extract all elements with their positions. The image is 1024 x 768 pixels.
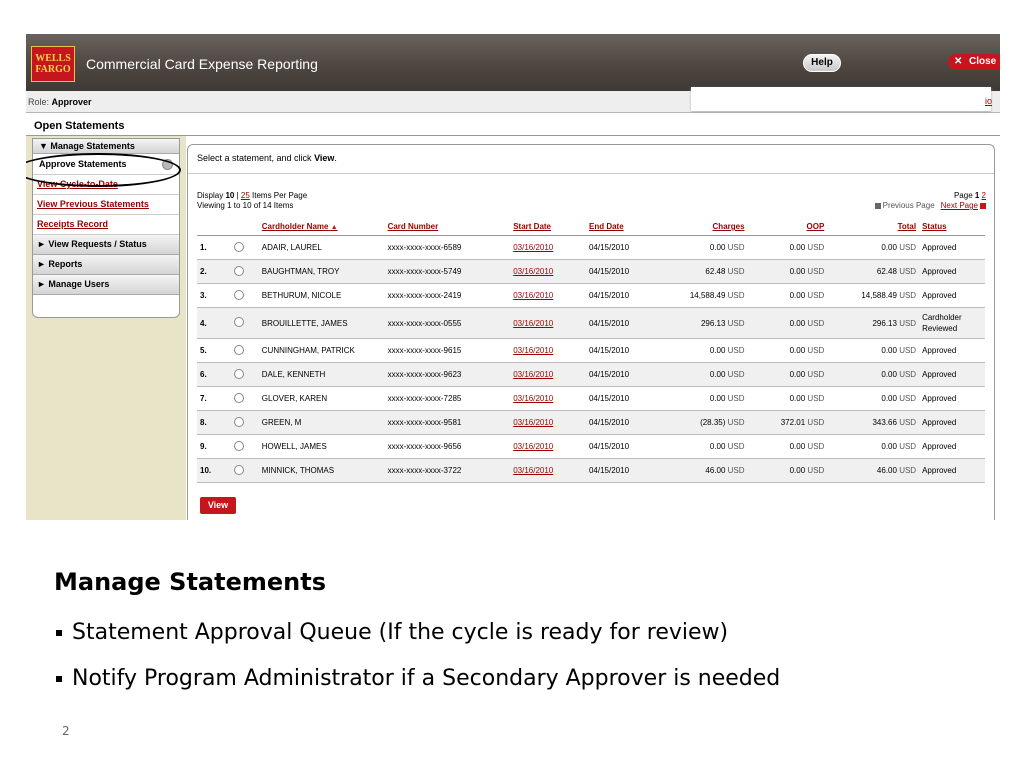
card-number: xxxx-xxxx-xxxx-3722 [385,459,511,483]
currency-label: USD [807,267,825,276]
total [827,387,919,411]
table-row[interactable] [197,411,985,435]
currency-label: USD [899,318,917,328]
total-value: 343.66 [872,418,897,427]
logo-line-2: FARGO [35,64,71,75]
sidebar-link-view-previous-statements[interactable]: View Previous Statements [33,195,179,215]
x-icon: ✕ [954,56,963,67]
end-date: 04/15/2010 [586,387,662,411]
status: Approved [919,387,985,411]
oop [748,387,828,411]
charges [662,308,748,339]
cardholder-name: MINNICK, THOMAS [259,459,385,483]
start-date-link[interactable]: 03/16/2010 [513,291,554,300]
total [827,284,919,308]
row-select-radio[interactable] [231,236,259,260]
oop [748,459,828,483]
charges-value: 46.00 [705,466,726,475]
card-number: xxxx-xxxx-xxxx-0555 [385,308,511,339]
end-date: 04/15/2010 [586,308,662,339]
start-date-link[interactable]: 03/16/2010 [513,318,554,328]
row-select-radio[interactable] [231,387,259,411]
currency-label: USD [727,418,745,427]
table-row[interactable] [197,459,985,483]
total-value: 0.00 [881,442,897,451]
card-number: xxxx-xxxx-xxxx-9581 [385,411,511,435]
charges-value: 0.00 [709,370,726,379]
start-date-link[interactable]: 03/16/2010 [513,346,554,355]
status: Approved [919,435,985,459]
row-select-radio[interactable] [231,411,259,435]
status: Approved [919,459,985,483]
card-number: xxxx-xxxx-xxxx-6589 [385,236,511,260]
role-link[interactable]: io [985,96,993,106]
previous-page-icon [875,203,881,209]
table-row[interactable] [197,236,985,260]
end-date: 04/15/2010 [586,411,662,435]
start-date-link[interactable]: 03/16/2010 [513,394,554,403]
instruction-prefix: Select a statement, and click [197,153,315,163]
total-value: 14,588.49 [861,291,897,300]
bullet-item [56,666,780,691]
radio-button[interactable] [234,441,244,451]
currency-label: USD [807,318,825,328]
total-value: 62.48 [876,267,897,276]
currency-label: USD [727,346,745,355]
oop-value: 0.00 [789,346,806,355]
status: Approved [919,260,985,284]
card-number: xxxx-xxxx-xxxx-9656 [385,435,511,459]
page-prefix: Page [953,191,975,200]
row-select-radio[interactable] [231,435,259,459]
currency-label: USD [899,466,917,475]
display-current: 10 [225,191,235,200]
charges [662,236,748,260]
status: Cardholder Reviewed [919,308,985,339]
start-date[interactable] [510,236,586,260]
row-number: 1. [197,236,231,260]
radio-button[interactable] [234,465,244,475]
oop [748,284,828,308]
bullet-square-icon [56,630,62,636]
total [827,339,919,363]
row-select-radio[interactable] [231,284,259,308]
bullet-item [56,620,728,645]
sidebar-group-reports[interactable]: ► Reports [33,255,179,275]
sidebar-header-manage-statements[interactable]: ▼ Manage Statements [33,139,179,154]
cardholder-name: GREEN, M [259,411,385,435]
row-number: 7. [197,387,231,411]
oop [748,308,828,339]
row-select-radio[interactable] [231,308,259,339]
cardholder-name: BROUILLETTE, JAMES [259,308,385,339]
status: Approved [919,284,985,308]
sidebar-group-manage-users[interactable]: ► Manage Users [33,275,179,295]
currency-label: USD [807,243,825,252]
end-date: 04/15/2010 [586,339,662,363]
table-row[interactable] [197,435,985,459]
oop [748,339,828,363]
sidebar-item-label: Approve Statements [39,159,127,169]
currency-label: USD [807,418,825,427]
header-row-number [197,218,231,236]
charges [662,284,748,308]
total-value: 0.00 [881,346,897,355]
oop [748,260,828,284]
charges [662,411,748,435]
role-dropdown-panel [691,87,991,111]
oop [748,236,828,260]
currency-label: USD [807,394,825,403]
total-value: 0.00 [881,370,897,379]
currency-label: USD [899,418,917,427]
card-number: xxxx-xxxx-xxxx-9615 [385,339,511,363]
total [827,435,919,459]
pagination [875,201,986,210]
currency-label: USD [899,267,917,276]
radio-button[interactable] [234,345,244,355]
header-oop[interactable]: OOP [748,218,828,236]
card-number: xxxx-xxxx-xxxx-7285 [385,387,511,411]
start-date[interactable] [510,411,586,435]
end-date: 04/15/2010 [586,435,662,459]
table-row[interactable] [197,308,985,339]
row-number: 6. [197,363,231,387]
instruction-suffix: . [334,153,337,163]
oop-value: 372.01 [780,418,806,427]
total-value: 296.13 [872,318,897,328]
close-button[interactable] [948,54,1000,70]
card-number: xxxx-xxxx-xxxx-5749 [385,260,511,284]
row-number: 5. [197,339,231,363]
cardholder-name: BETHURUM, NICOLE [259,284,385,308]
currency-label: USD [899,291,917,300]
bullet-square-icon [56,676,62,682]
currency-label: USD [727,267,745,276]
oop-value: 0.00 [789,466,806,475]
statements-table [197,218,985,483]
start-date[interactable] [510,387,586,411]
status: Approved [919,411,985,435]
currency-label: USD [807,370,825,379]
oop-value: 0.00 [789,267,806,276]
view-button[interactable]: View [200,497,236,514]
next-page-icon[interactable] [980,203,986,209]
total-value: 0.00 [881,243,897,252]
oop [748,411,828,435]
end-date: 04/15/2010 [586,459,662,483]
row-number: 9. [197,435,231,459]
charges-value: 0.00 [709,442,726,451]
currency-label: USD [899,243,917,252]
status: Approved [919,363,985,387]
status: Approved [919,236,985,260]
header-select [231,218,259,236]
currency-label: USD [807,442,825,451]
currency-label: USD [727,442,745,451]
total-value: 0.00 [881,394,897,403]
start-date[interactable] [510,339,586,363]
slide-title: Manage Statements [54,568,327,596]
status: Approved [919,339,985,363]
header-start-date[interactable]: Start Date [510,218,586,236]
start-date[interactable] [510,308,586,339]
currency-label: USD [727,291,745,300]
instruction-bold: View [314,153,335,163]
start-date[interactable] [510,363,586,387]
currency-label: USD [727,394,745,403]
row-select-radio[interactable] [231,459,259,483]
close-label: Close [969,56,997,67]
start-date-link[interactable]: 03/16/2010 [513,418,554,427]
start-date[interactable] [510,260,586,284]
app-screenshot [26,34,1000,520]
end-date: 04/15/2010 [586,236,662,260]
oop [748,363,828,387]
radio-button[interactable] [234,369,244,379]
radio-button[interactable] [234,417,244,427]
start-date[interactable] [510,459,586,483]
total [827,236,919,260]
display-prefix: Display [197,191,226,200]
row-number: 4. [197,308,231,339]
statements-panel [187,144,995,520]
bullet-text: Notify Program Administrator if a Secondary Approver is needed [72,666,781,691]
total [827,363,919,387]
total-value: 46.00 [876,466,897,475]
total [827,411,919,435]
radio-button[interactable] [234,266,244,276]
table-row[interactable] [197,387,985,411]
sidebar-link-receipts-record[interactable]: Receipts Record [33,215,179,235]
table-row[interactable] [197,339,985,363]
page-title: Open Statements [26,116,1000,136]
oop [748,435,828,459]
header-end-date[interactable]: End Date [586,218,662,236]
total [827,308,919,339]
charges [662,459,748,483]
bullet-text: Statement Approval Queue (If the cycle is ready for review) [72,620,729,645]
header-cardholder-name-label: Cardholder Name [261,222,329,231]
charges-value: 14,588.49 [689,291,726,300]
oop-value: 0.00 [789,291,806,300]
role-value: Approver [51,97,92,107]
currency-label: USD [899,442,917,451]
charges-value: 0.00 [709,394,726,403]
header-card-number[interactable]: Card Number [385,218,511,236]
radio-button[interactable] [234,290,244,300]
start-date-link[interactable]: 03/16/2010 [513,370,554,379]
header-cardholder-name[interactable] [259,218,385,236]
currency-label: USD [899,346,917,355]
display-25-link[interactable]: 25 [240,191,250,200]
radio-button[interactable] [234,393,244,403]
wells-fargo-logo [31,46,75,82]
currency-label: USD [807,291,825,300]
logo-line-1: WELLS [35,53,71,64]
cardholder-name: CUNNINGHAM, PATRICK [259,339,385,363]
sidebar-link-view-cycle-to-date[interactable]: View Cycle-to-Date [33,175,179,195]
start-date-link[interactable]: 03/16/2010 [513,466,554,475]
table-row[interactable] [197,260,985,284]
oop-value: 0.00 [789,318,806,328]
currency-label: USD [727,318,745,328]
start-date-link[interactable]: 03/16/2010 [513,442,554,451]
card-number: xxxx-xxxx-xxxx-2419 [385,284,511,308]
charges-value: 296.13 [700,318,726,328]
total [827,260,919,284]
viewing-count: Viewing 1 to 10 of 14 Items [197,201,294,210]
currency-label: USD [807,346,825,355]
row-select-radio[interactable] [231,363,259,387]
currency-label: USD [727,370,745,379]
cardholder-name: ADAIR, LAUREL [259,236,385,260]
app-header [26,34,1000,91]
end-date: 04/15/2010 [586,363,662,387]
row-number: 3. [197,284,231,308]
currency-label: USD [899,370,917,379]
charges [662,339,748,363]
oop-value: 0.00 [789,394,806,403]
page-2-link[interactable]: 2 [981,191,986,200]
charges [662,387,748,411]
row-select-radio[interactable] [231,339,259,363]
app-title: Commercial Card Expense Reporting [86,56,318,72]
row-number: 8. [197,411,231,435]
table-header-row [197,218,985,236]
cardholder-name: HOWELL, JAMES [259,435,385,459]
charges-value: 62.48 [705,267,726,276]
next-page-link[interactable]: Next Page [940,201,978,210]
display-suffix: Items Per Page [249,191,308,200]
currency-label: USD [727,466,745,475]
help-button[interactable]: Help [803,54,841,72]
card-number: xxxx-xxxx-xxxx-9623 [385,363,511,387]
header-charges[interactable]: Charges [662,218,748,236]
display-separator: | [234,191,241,200]
sort-ascending-icon: ▲ [330,224,338,231]
items-per-page [197,191,307,200]
currency-label: USD [899,394,917,403]
cardholder-name: GLOVER, KAREN [259,387,385,411]
previous-page-label: Previous Page [882,201,935,210]
radio-button[interactable] [234,242,244,252]
cardholder-name: BAUGHTMAN, TROY [259,260,385,284]
table-row[interactable] [197,363,985,387]
header-total[interactable]: Total [827,218,919,236]
sidebar-group-view-requests[interactable]: ► View Requests / Status [33,235,179,255]
row-select-radio[interactable] [231,260,259,284]
start-date[interactable] [510,435,586,459]
charges-value: 0.00 [709,346,726,355]
total [827,459,919,483]
slide-page-number: 2 [62,724,70,738]
instruction-text [197,153,337,163]
role-label: Role: [28,97,50,107]
panel-divider [188,173,994,174]
radio-button[interactable] [234,317,244,327]
currency-label: USD [727,243,745,252]
charges [662,260,748,284]
cardholder-name: DALE, KENNETH [259,363,385,387]
start-date-link[interactable]: 03/16/2010 [513,267,554,276]
start-date[interactable] [510,284,586,308]
page-indicator [954,191,986,200]
charges [662,435,748,459]
row-number: 10. [197,459,231,483]
page-current: 1 [974,191,980,200]
row-number: 2. [197,260,231,284]
oop-value: 0.00 [789,370,806,379]
oop-value: 0.00 [789,442,806,451]
charges-value: (28.35) [700,418,726,427]
end-date: 04/15/2010 [586,260,662,284]
charges-value: 0.00 [709,243,726,252]
start-date-link[interactable]: 03/16/2010 [513,243,554,252]
end-date: 04/15/2010 [586,284,662,308]
oop-value: 0.00 [789,243,806,252]
table-row[interactable] [197,284,985,308]
charges [662,363,748,387]
currency-label: USD [807,466,825,475]
header-status[interactable]: Status [919,218,985,236]
